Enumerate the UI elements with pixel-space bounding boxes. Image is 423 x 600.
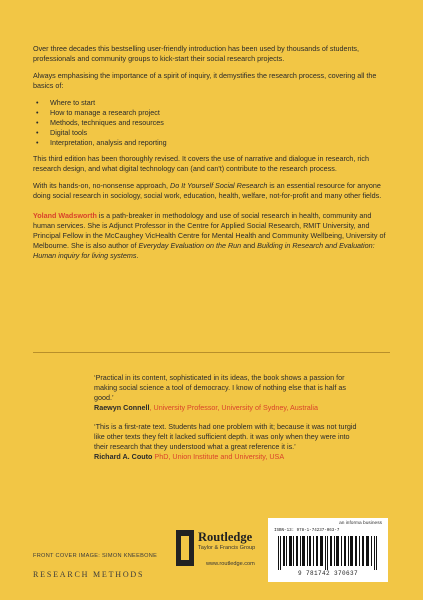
quote-affiliation: , University Professor, University of Sydney, Australia (149, 403, 318, 412)
barcode-icon (278, 536, 378, 570)
author-book-2: Building in Research and Evaluation: Human inquiry for living systems (33, 241, 375, 260)
approach-post: is an essential resource for anyone doing social research in sociology, social work, education, health, welfare, not-for-profit and many other fields. (33, 181, 382, 200)
isbn-label: ISBN-13: 978-1-74237-063-7 (274, 529, 340, 533)
publisher-url: www.routledge.com (206, 561, 255, 567)
author-bio-1: is a path-breaker in methodology and use of social research in health, community and human services. She is Adjunct Professor in the Centre for Applied Social Research, RMIT University, and Principal Fellow in the McCaughey VicHealth Centre for Mental Health and Community Wellbeing, University of Melbourne. She is also author of (33, 211, 386, 250)
section-divider (33, 352, 390, 353)
quote-author: Richard A. Couto (94, 452, 153, 461)
routledge-logo-icon (176, 530, 194, 566)
quote-attribution (94, 403, 364, 413)
blurb-approach (33, 181, 393, 201)
author-bio-2: and (241, 241, 258, 250)
endorsement (94, 373, 364, 413)
blurb (33, 44, 393, 268)
barcode-digits: 9 781742 370637 (297, 570, 358, 577)
publisher-tagline: Taylor & Francis Group (198, 545, 256, 551)
cover-image-credit: FRONT COVER IMAGE: SIMON KNEEBONE (33, 553, 158, 559)
book-title: Do It Yourself Social Research (170, 181, 268, 190)
topic-item: • Methods, techniques and resources (33, 118, 393, 128)
blurb-intro: Over three decades this bestselling user-friendly introduction has been used by thousands of students, professionals and community groups to kick-start their social research projects. (33, 44, 360, 63)
quote-text: ‘Practical in its content, sophisticated in its ideas, the book shows a passion for making social science a tool of democracy. I know of nothing else that is half as good.’ (94, 373, 346, 402)
quote-affiliation: PhD, Union Institute and University, USA (152, 452, 285, 461)
topic-item: • Where to start (33, 98, 393, 108)
topic-list (33, 98, 393, 148)
publisher-name: Routledge (198, 530, 253, 544)
series-name: RESEARCH METHODS (33, 570, 145, 579)
approach-pre: With its hands-on, no-nonsense approach, (33, 181, 171, 190)
topic-item: • Interpretation, analysis and reporting (33, 138, 393, 148)
author-bio (33, 211, 393, 261)
author-bio-3: . (136, 251, 139, 260)
quote-text: ‘This is a first-rate text. Students had one problem with it; because it was not turgid like other texts they felt it lacked sufficient depth. it was only when they were into their research that they understood what a great reference it is.’ (94, 422, 357, 451)
blurb-edition: This third edition has been thoroughly revised. It covers the use of narrative and dialogue in research, rich research design, and what digital technology can (and can't) contribute to the research process. (33, 154, 370, 173)
author-name: Yoland Wadsworth (33, 211, 97, 220)
quote-author: Raewyn Connell (94, 403, 150, 412)
informa-label: an informa business (339, 521, 382, 526)
author-book-1: Everyday Evaluation on the Run (138, 241, 242, 250)
blurb-spirit: Always emphasising the importance of a spirit of inquiry, it demystifies the research process, covering all the basics of: (33, 71, 377, 90)
barcode-panel (268, 518, 388, 582)
endorsements (94, 373, 364, 471)
topic-item: • How to manage a research project (33, 108, 393, 118)
endorsement (94, 422, 364, 462)
topic-item: • Digital tools (33, 128, 393, 138)
quote-attribution (94, 452, 364, 462)
